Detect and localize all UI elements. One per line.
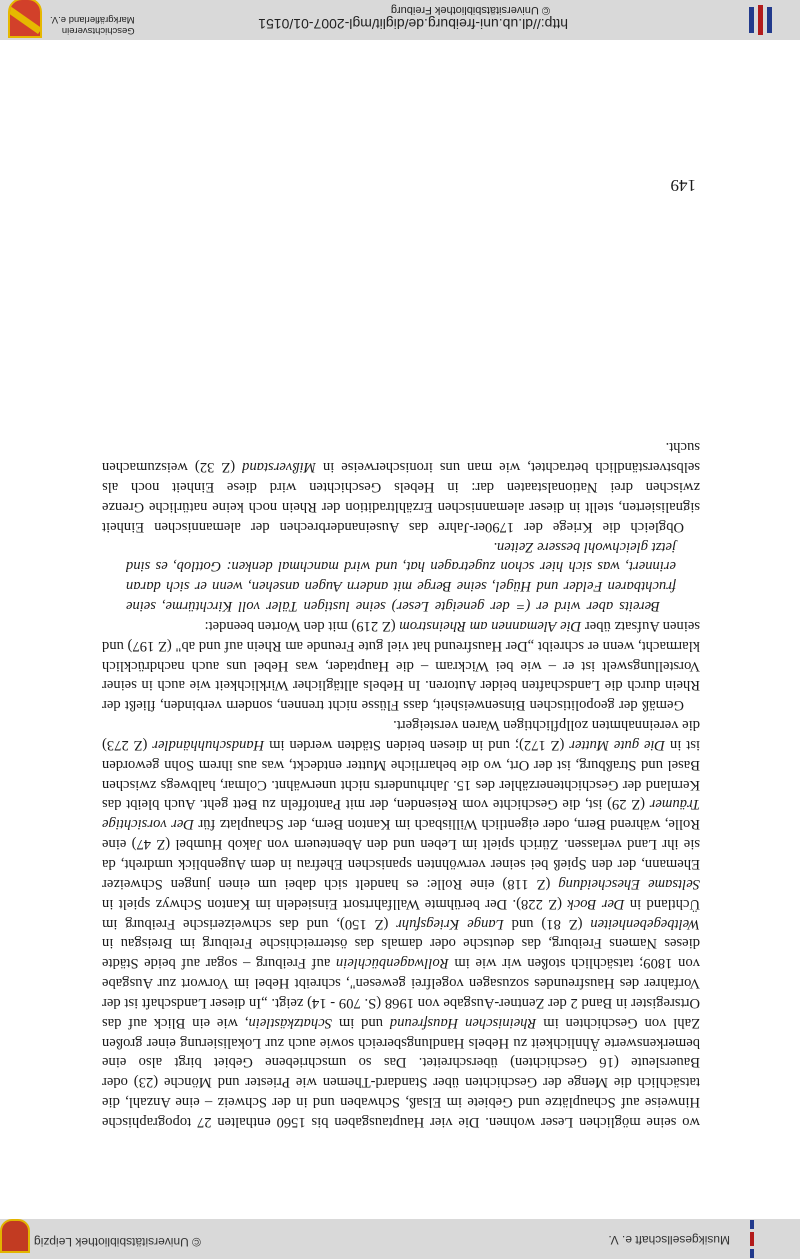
paragraph-1: wo seine möglichen Leser wohnen. Die vier Hauptausgaben bis 1560 enthalten 27 topographische Hinweise auf Schauplätze und Gebiete im Elsaß, Schwaben und in der Schweiz – eine Anzahl, die tatsächlich die Menge der Geschichten über Standard-Themen wie Priester und Mönche (23) oder Bauersleute (16 Geschichten) überschreitet. Das so umschriebene Gebiet birgt also eine bemerkenswerte Ähnlichkeit zu Hebels Handlungsbereich sowie auch zur Lokalisierung einer großen Zahl von Geschichten im Rheinischen Hausfreund und im Schatzkästlein, wie ein Blick auf das Ortsregister in Band 2 der Zentner-Ausgabe von 1968 (S. 709 - 14) zeigt. „In dieser Landschaft ist der Vorfahrer des Hausfreundes sozusagen vogelfrei gewesen", schreibt Hebel im Vorwort zur Ausgabe von 1809; tatsächlich stoßen wir wie im Rollwagenbüchlein auf Freiburg – sogar auf beide Städte dieses Namens Freiburg, das deutsche oder damals das österreichische Freiburg im Breisgau in Weltbegebenheiten (Z 81) und Lange Kriegsfuhr (Z 150), und das schweizerische Freiburg im Üchtland in Der Bock (Z 228). Der berühmte Wallfahrtsort Einsiedeln im Kanton Schwyz spielt in Seltsame Ehescheidung (Z 118) eine Rolle: es handelt sich dabei um einen jungen Schweizer Ehemann, der den Spieß bei seiner verwöhnten spanischen Ehefrau in dem Augenblick umdreht, da sie ihr Land verlassen. Zürich spielt im Leben und den Abenteuern von Jakob Humbel (Z 47) eine Rolle, während Bern, oder eigentlich Willisbach im Kanton Bern, der Schauplatz für Der vorsichtige Träumer (Z 29) ist, die Geschichte vom Reisenden, der mit Pantoffeln zu Bett geht. Auch bleibt das Kernland der Geschichtenerzähler des 15. Jahrhunderts nicht unerwähnt. Colmar, halbwegs zwischen Basel und Straßburg, ist der Ort, wo die beharrliche Mutter entdeckt, was aus ihrem Sohn geworden ist in Die gute Mutter (Z 172); und in diesen beiden Städten werden im Handschuhhändler (Z 273) die vereinnahmten zollpflichtigen Waren versteigert.: [101, 717, 700, 1130]
society-line-2: Markgräflerland e.V.: [50, 14, 135, 25]
society-name: [50, 14, 135, 36]
header-left-label: Musikgesellschaft e. V.: [608, 1233, 730, 1247]
copyright-text: © Universitätsbibliothek Freiburg: [390, 4, 550, 16]
block-quote: Bereits aber wird er (= der geneigte Leser) seine lustigen Täler voll Kirchtürme, seine fruchtbaren Felder und Hügel, seine Berge mit andern Augen ansehen, wenn er sich daran erinnert, was sich hier schon zugetragen hat, und wird manchmal denken: Gottlob, es sind jetzt gleichwohl bessere Zeiten.: [126, 538, 676, 615]
page-number: 149: [670, 176, 696, 195]
society-crest-icon: [8, 0, 42, 38]
society-line-1: Geschichtsverein: [61, 25, 135, 36]
header-right-label: © Universitätsbibliothek Leipzig: [34, 1235, 201, 1249]
footer-band: [0, 0, 800, 40]
paragraph-2: Gemäß der geopolitischen Binsenweisheit, dass Flüsse nicht trennen, sondern verbinden, fließt der Rhein durch die Landschaften beider Autoren. In Hebels alltäglicher Wirklichkeit wie auch in seiner Vorstellungswelt ist er – wie bei Wickram – die Hauptader, was Hebel uns auch nachdrücklich klarmacht, wenn er schreibt „Der Hausfreund hat viel gute Freunde am Rhein auf und ab" (Z 197) und seinen Aufsatz über Die Alemannen am Rheinstrom (Z 219) mit den Worten beendet:: [102, 617, 700, 714]
crest-icon: [0, 1219, 30, 1253]
library-logo-icon: [746, 0, 776, 40]
paragraph-3: Obgleich die Kriege der 1790er-Jahre das Auseinanderbrechen der alemannischen Einheit signalisierten, stellt in dieser alemannischen Erzähltradition der Rhein noch keine natürliche Grenze zwischen drei Nationalstaaten dar: in Hebels Geschichten wird diese Einheit noch als selbstverständlich betrachtet, wie man uns ironischerweise in Mißverstand (Z 32) weiszumachen sucht.: [102, 439, 700, 535]
library-logo-icon: [738, 1219, 766, 1259]
body-text: [102, 436, 700, 1131]
document-url[interactable]: http://dl.ub.uni-freiburg.de/diglit/mgl-2007-01/0151: [258, 16, 568, 32]
header-band: [0, 1219, 800, 1259]
